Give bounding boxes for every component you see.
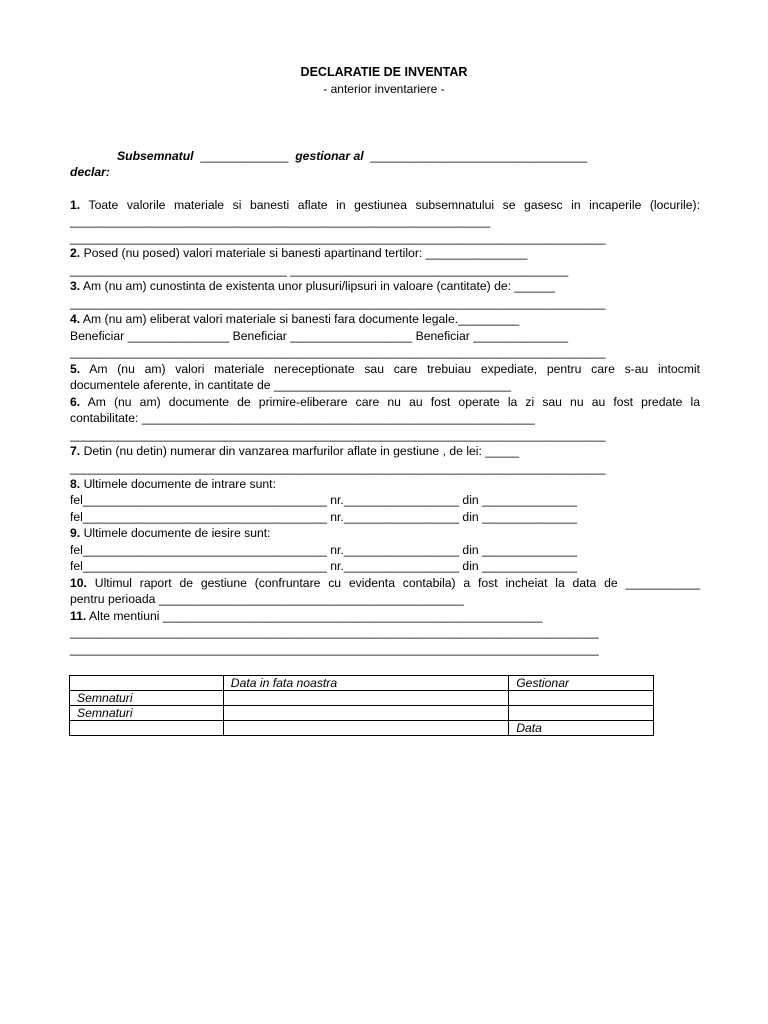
- item-1-text: Toate valorile materiale si banesti aflate in gestiunea subsemnatului se gasesc in incaperile (locurile):: [88, 198, 700, 212]
- signature-cell[interactable]: [223, 691, 508, 706]
- item-4-beneficiari[interactable]: Beneficiar _______________ Beneficiar __________________ Beneficiar ______________: [70, 329, 569, 343]
- table-row: [70, 691, 654, 706]
- item-7-text: Detin (nu detin) numerar din vanzarea marfurilor aflate in gestiune , de lei: _____: [83, 444, 520, 458]
- item-10-perioada[interactable]: pentru perioada _____________________________________________: [70, 592, 464, 606]
- item-4-number: 4.: [70, 312, 81, 326]
- item-3: [70, 278, 700, 294]
- gestiune-blank[interactable]: ________________________________: [370, 149, 588, 163]
- header-line: [117, 148, 677, 164]
- item-4-text: Am (nu am) eliberat valori materiale si banesti fara documente legale._________: [82, 312, 520, 326]
- item-10: [70, 575, 700, 591]
- item-9-document-2[interactable]: fel____________________________________ nr._________________ din ______________: [70, 559, 577, 573]
- table-cell: [70, 721, 224, 736]
- item-1-blank-2[interactable]: _______________________________________________________________________________: [70, 231, 606, 245]
- item-6: [70, 394, 700, 410]
- item-5-text: Am (nu am) valori materiale nereceptionate sau care trebuiau expediate, pentru care s-au intocmit: [89, 362, 700, 376]
- item-3-blank-1[interactable]: _______________________________________________________________________________: [70, 296, 606, 310]
- item-10-text: Ultimul raport de gestiune (confruntare cu evidenta contabila) a fost incheiat la data de ___________: [94, 576, 701, 590]
- item-6-number: 6.: [70, 395, 81, 409]
- item-11-blank-2[interactable]: ______________________________________________________________________________: [70, 642, 599, 656]
- table-header-data-in-fata-noastra: Data in fata noastra: [223, 676, 508, 691]
- item-5: [70, 361, 700, 377]
- signature-cell[interactable]: [509, 706, 654, 721]
- item-5-blank-1[interactable]: documentele aferente, in cantitate de ___________________________________: [70, 378, 512, 392]
- name-blank[interactable]: _____________: [200, 149, 289, 163]
- table-row: [70, 706, 654, 721]
- item-8: [70, 476, 700, 492]
- signature-cell[interactable]: [223, 721, 508, 736]
- item-8-text: Ultimele documente de intrare sunt:: [83, 477, 276, 491]
- item-8-number: 8.: [70, 477, 81, 491]
- item-11-text: Alte mentiuni ________________________________________________________: [89, 609, 543, 623]
- item-8-document-1[interactable]: fel____________________________________ nr._________________ din ______________: [70, 493, 577, 507]
- document-title: DECLARATIE DE INVENTAR: [300, 65, 468, 79]
- item-6-blank-2[interactable]: _______________________________________________________________________________: [70, 428, 606, 442]
- item-10-number: 10.: [70, 576, 87, 590]
- table-row: [70, 676, 654, 691]
- table-header-gestionar: Gestionar: [509, 676, 654, 691]
- signature-table: [69, 675, 654, 736]
- item-7: [70, 443, 700, 459]
- item-8-document-2[interactable]: fel____________________________________ nr._________________ din ______________: [70, 510, 577, 524]
- table-cell: [70, 676, 224, 691]
- table-label-semnaturi: Semnaturi: [70, 691, 224, 706]
- table-row: [70, 721, 654, 736]
- item-5-number: 5.: [70, 362, 81, 376]
- item-7-blank-1[interactable]: _______________________________________________________________________________: [70, 461, 606, 475]
- item-4: [70, 311, 700, 327]
- item-9-document-1[interactable]: fel____________________________________ nr._________________ din ______________: [70, 543, 577, 557]
- item-4-blank-1[interactable]: _______________________________________________________________________________: [70, 345, 606, 359]
- item-2-blank-1[interactable]: ________________________________ _________________________________________: [70, 263, 569, 277]
- item-6-blank-1[interactable]: contabilitate: __________________________________________________________: [70, 411, 535, 425]
- declar-label: declar:: [70, 165, 110, 179]
- item-3-text: Am (nu am) cunostinta de existenta unor plusuri/lipsuri in valoare (cantitate) de: ______: [82, 279, 556, 293]
- item-11-number: 11.: [70, 609, 87, 623]
- gestionar-label: gestionar al: [295, 149, 364, 163]
- document-subtitle: - anterior inventariere -: [323, 82, 445, 96]
- table-label-data: Data: [509, 721, 654, 736]
- item-9-text: Ultimele documente de iesire sunt:: [83, 526, 271, 540]
- item-1-number: 1.: [70, 198, 81, 212]
- table-label-semnaturi: Semnaturi: [70, 706, 224, 721]
- signature-cell[interactable]: [223, 706, 508, 721]
- item-2: [70, 245, 700, 261]
- item-1: [70, 197, 700, 213]
- subsemnatul-label: Subsemnatul: [117, 149, 194, 163]
- item-3-number: 3.: [70, 279, 81, 293]
- item-2-number: 2.: [70, 246, 81, 260]
- item-7-number: 7.: [70, 444, 81, 458]
- item-2-text: Posed (nu posed) valori materiale si banesti apartinand tertilor: _______________: [83, 246, 528, 260]
- item-6-text: Am (nu am) documente de primire-eliberare care nu au fost operate la zi sau nu au fost predate la: [87, 395, 700, 409]
- item-9-number: 9.: [70, 526, 81, 540]
- item-11: [70, 608, 700, 624]
- item-1-blank-1[interactable]: ______________________________________________________________: [70, 214, 491, 228]
- signature-cell[interactable]: [509, 691, 654, 706]
- item-9: [70, 525, 700, 541]
- item-11-blank-1[interactable]: ______________________________________________________________________________: [70, 625, 599, 639]
